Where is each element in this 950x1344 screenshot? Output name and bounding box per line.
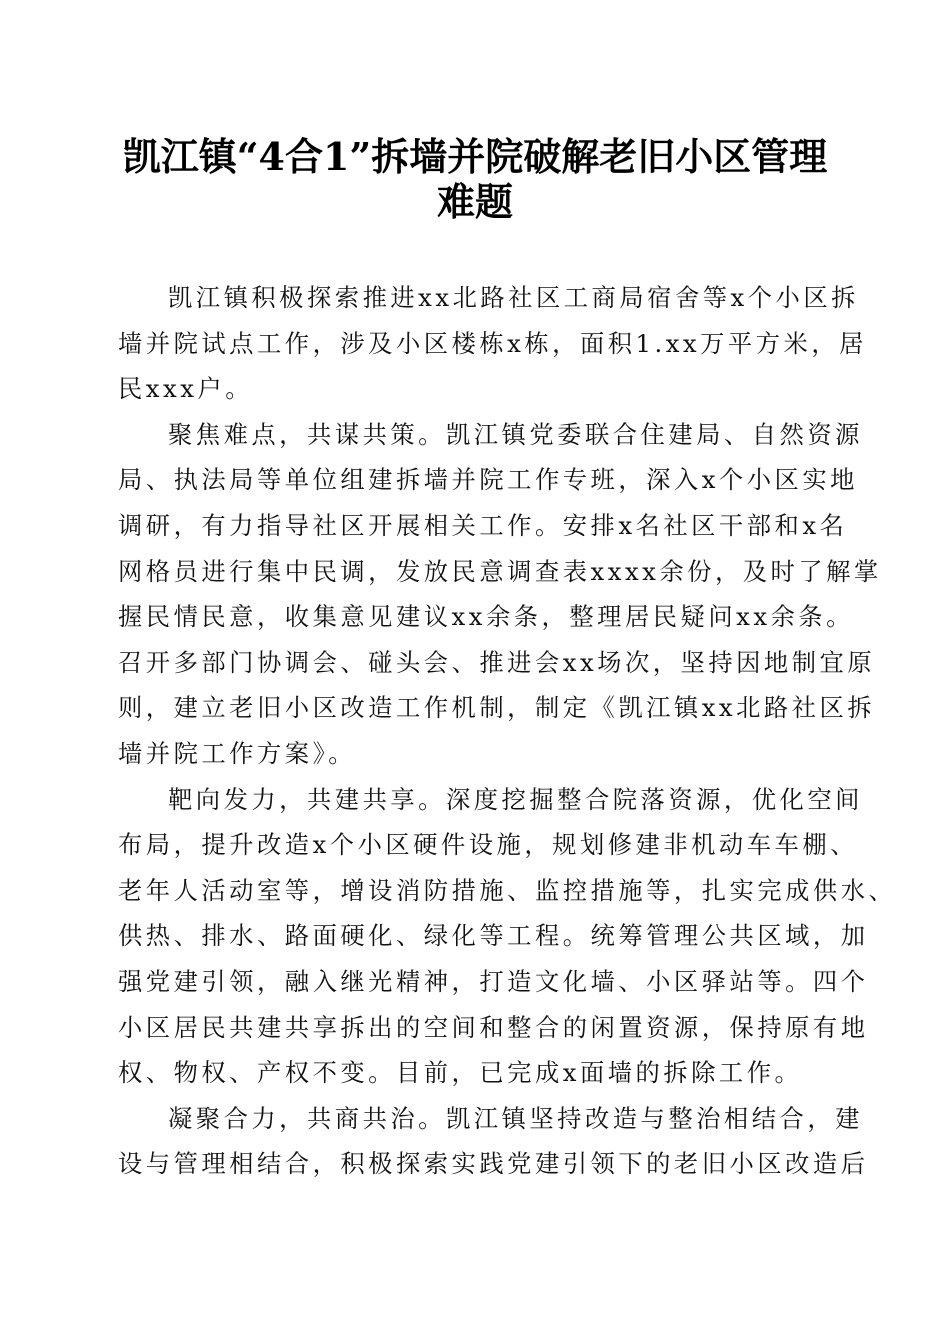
paragraph-line: 布局，提升改造x个小区硬件设施，规划修建非机动车车棚、 [118,830,858,860]
paragraph-line: 凯江镇积极探索推进xx北路社区工商局宿舍等x个小区拆 [168,283,859,312]
paragraph-line: 小区居民共建共享拆出的空间和整合的闲置资源，保持原有地 [118,1012,869,1042]
paragraph-line: 老年人活动室等，增设消防措施、监控措施等，扎实完成供水、 [118,875,897,905]
paragraph-focus-difficulties [118,412,882,777]
paragraph-line: 民xxx户。 [118,374,253,404]
page-title [118,134,832,224]
paragraph-intro [118,275,867,412]
paragraph-line: 强党建引领，融入继光精神，打造文化墙、小区驿站等。四个 [118,966,869,996]
paragraph-line: 调研，有力指导社区开展相关工作。安排x名社区干部和x名 [118,510,848,540]
paragraph-line: 握民情民意，收集意见建议xx余条，整理居民疑问xx余条。 [118,602,854,632]
paragraph-line: 召开多部门协调会、碰头会、推进会xx场次，坚持因地制宜原 [118,647,876,677]
paragraph-line: 凝聚合力，共商共治。凯江镇坚持改造与整治相结合，建 [168,1103,863,1133]
paragraph-line: 局、执法局等单位组建拆墙并院工作专班，深入x个小区实地 [118,465,858,495]
paragraph-line: 则，建立老旧小区改造工作机制，制定《凯江镇xx北路社区拆 [118,693,876,723]
paragraph-targeted-effort [118,777,897,1096]
paragraph-line: 网格员进行集中民调，发放民意调查表xxxx余份，及时了解掌 [118,556,882,586]
paragraph-line: 权、物权、产权不变。目前，已完成x面墙的拆除工作。 [118,1058,803,1088]
paragraph-line: 聚焦难点，共谋共策。凯江镇党委联合住建局、自然资源 [168,419,863,449]
title-line-1: 凯江镇“4合1”拆墙并院破解老旧小区管理 [122,134,828,179]
paragraph-line: 墙并院工作方案》。 [118,738,357,768]
paragraph-line: 供热、排水、路面硬化、绿化等工程。统筹管理公共区域，加 [118,921,869,951]
paragraph-line: 靶向发力，共建共享。深度挖掘整合院落资源，优化空间 [168,784,863,814]
paragraph-joint-effort [118,1096,869,1187]
paragraph-line: 设与管理相结合，积极探索实践党建引领下的老旧小区改造后 [118,1149,869,1179]
paragraph-line: 墙并院试点工作，涉及小区楼栋x栋，面积1.xx万平方米，居 [118,328,867,358]
title-line-2: 难题 [436,179,513,224]
document-body [118,275,897,1187]
